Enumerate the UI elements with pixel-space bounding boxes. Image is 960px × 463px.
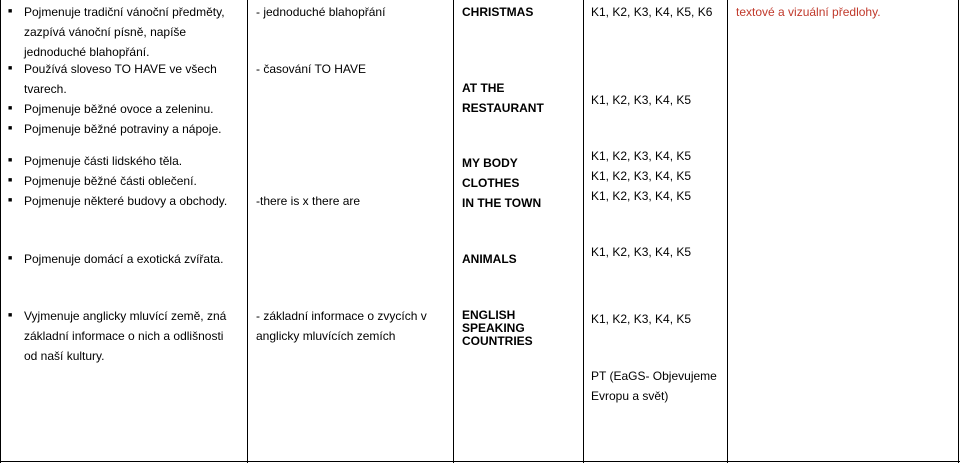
competence-item: K1, K2, K3, K4, K5 bbox=[591, 149, 692, 163]
competence-item: K1, K2, K3, K4, K5, K6 bbox=[591, 5, 713, 19]
outcome-item: ■ Pojmenuje některé budovy a obchody. bbox=[8, 191, 240, 211]
notes-text: textové a vizuální předlohy. bbox=[736, 5, 881, 19]
column-divider-3 bbox=[583, 0, 584, 463]
outcome-item: ■ Pojmenuje tradiční vánoční předměty, zazpívá vánoční písně, napíše jednoduché blahopřání. bbox=[8, 2, 240, 62]
topic-item: ANIMALS bbox=[462, 252, 517, 266]
bullet-icon: ■ bbox=[8, 65, 13, 72]
column-divider-4 bbox=[727, 0, 728, 463]
row-restaurant-grammar bbox=[256, 59, 446, 79]
row-countries-grammar bbox=[256, 306, 446, 346]
row-countries-pt bbox=[591, 366, 719, 406]
row-countries-competences bbox=[591, 309, 721, 329]
row-restaurant-competences bbox=[591, 90, 721, 110]
grammar-item: - základní informace o zvycích v anglicky mluvících zemích bbox=[256, 309, 427, 343]
bullet-icon: ■ bbox=[8, 177, 13, 184]
competence-item: K1, K2, K3, K4, K5 bbox=[591, 189, 692, 203]
row-christmas-outcomes bbox=[8, 2, 240, 62]
column-divider-2 bbox=[453, 0, 454, 463]
row-animals-competences bbox=[591, 242, 721, 262]
row-animals-outcomes bbox=[8, 249, 240, 269]
topic-item: AT THE bbox=[462, 81, 505, 95]
row-body-grammar bbox=[256, 191, 446, 211]
row-animals-topic bbox=[462, 249, 580, 269]
competence-item: K1, K2, K3, K4, K5 bbox=[591, 245, 692, 259]
bullet-icon: ■ bbox=[8, 312, 13, 319]
row-christmas-topic bbox=[462, 6, 580, 19]
bullet-icon: ■ bbox=[8, 105, 13, 112]
row-christmas-competences bbox=[591, 6, 721, 19]
outcome-item: ■ Pojmenuje části lidského těla. bbox=[8, 151, 240, 171]
bullet-icon: ■ bbox=[8, 255, 13, 262]
topic-item: ENGLISH bbox=[462, 308, 516, 322]
bullet-icon: ■ bbox=[8, 197, 13, 204]
outcome-item: ■ Pojmenuje běžné ovoce a zeleninu. bbox=[8, 99, 240, 119]
bullet-icon: ■ bbox=[8, 8, 13, 15]
column-divider-1 bbox=[247, 0, 248, 463]
bullet-icon: ■ bbox=[8, 157, 13, 164]
row-christmas-notes bbox=[736, 6, 956, 19]
outcome-item: ■ Pojmenuje běžné potraviny a nápoje. bbox=[8, 119, 240, 139]
row-body-outcomes bbox=[8, 151, 240, 211]
outcome-item: ■ Vyjmenuje anglicky mluvící země, zná základní informace o nich a odlišnosti od naší kultury. bbox=[8, 306, 240, 366]
row-restaurant-topic bbox=[462, 78, 580, 118]
competence-item: K1, K2, K3, K4, K5 bbox=[591, 312, 692, 326]
topic-item: IN THE TOWN bbox=[462, 196, 542, 210]
row-christmas-grammar bbox=[256, 2, 446, 22]
table-border-bottom bbox=[0, 461, 960, 462]
table-border-left bbox=[0, 0, 1, 463]
topic-item: CLOTHES bbox=[462, 176, 520, 190]
topic-item: CHRISTMAS bbox=[462, 5, 534, 19]
outcome-item: ■ Pojmenuje běžné části oblečení. bbox=[8, 171, 240, 191]
row-restaurant-outcomes bbox=[8, 59, 240, 139]
outcome-item: ■ Pojmenuje domácí a exotická zvířata. bbox=[8, 249, 240, 269]
table-border-right bbox=[958, 0, 959, 463]
topic-item: SPEAKING bbox=[462, 321, 525, 335]
topic-item: RESTAURANT bbox=[462, 101, 544, 115]
row-body-topic bbox=[462, 153, 580, 213]
competence-item: K1, K2, K3, K4, K5 bbox=[591, 169, 692, 183]
row-countries-topic bbox=[462, 309, 580, 348]
outcome-item: ■ Používá sloveso TO HAVE ve všech tvarech. bbox=[8, 59, 240, 99]
grammar-item: - časování TO HAVE bbox=[256, 62, 367, 76]
pt-note: PT (EaGS- Objevujeme Evropu a svět) bbox=[591, 369, 717, 403]
topic-item: COUNTRIES bbox=[462, 334, 533, 348]
bullet-icon: ■ bbox=[8, 125, 13, 132]
grammar-item: -there is x there are bbox=[256, 194, 361, 208]
row-countries-outcomes bbox=[8, 306, 240, 366]
topic-item: MY BODY bbox=[462, 156, 518, 170]
row-body-competences bbox=[591, 146, 721, 206]
competence-item: K1, K2, K3, K4, K5 bbox=[591, 93, 692, 107]
grammar-item: - jednoduché blahopřání bbox=[256, 5, 386, 19]
